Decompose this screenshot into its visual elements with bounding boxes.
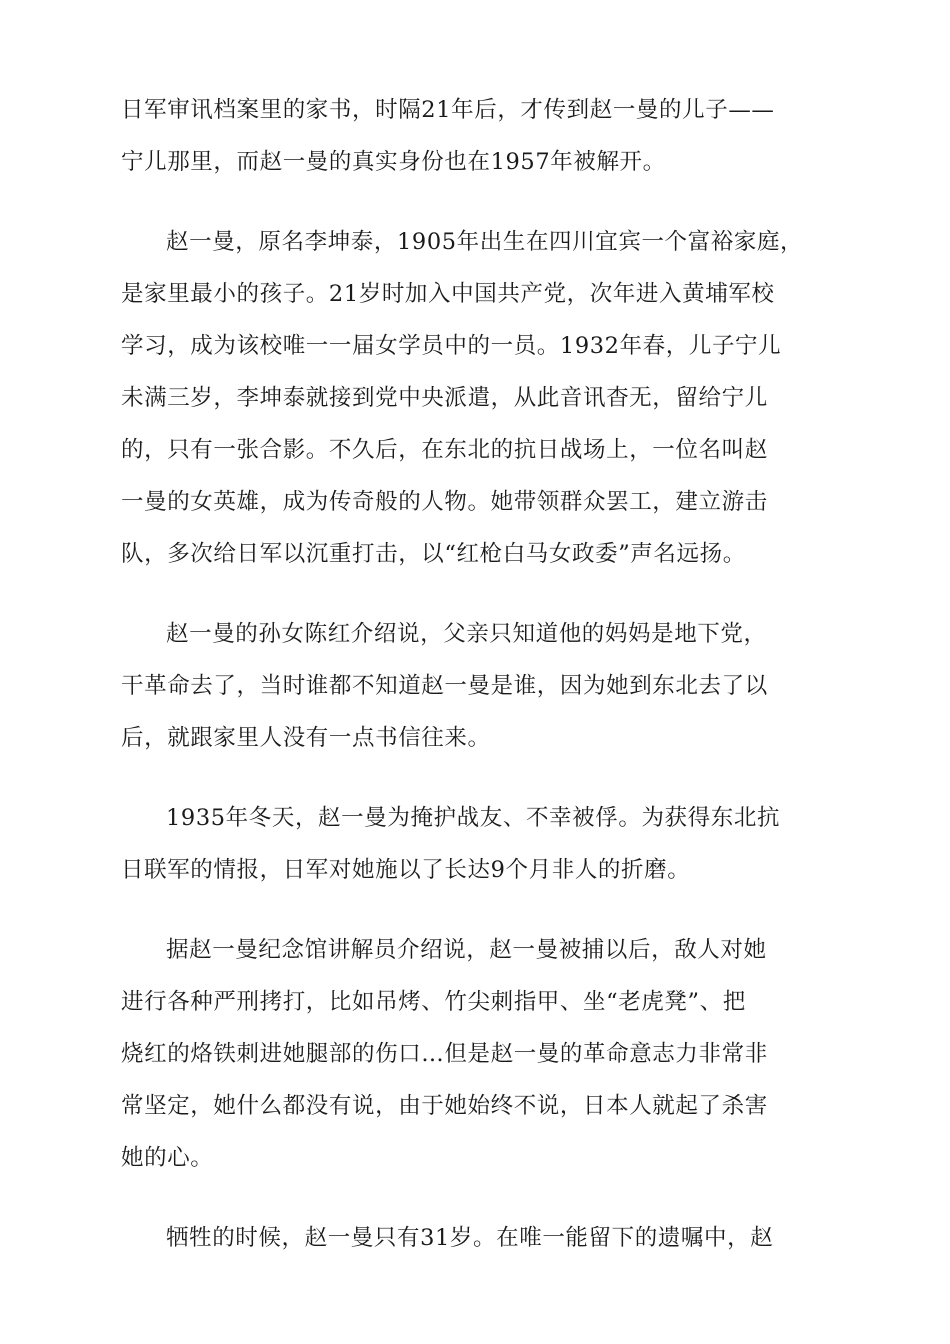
text-line: 日联军的情报，日军对她施以了长达9个月非人的折磨。 <box>121 857 691 883</box>
text-line: 牺牲的时候，赵一曼只有31岁。在唯一能留下的遗嘱中，赵 <box>166 1225 774 1251</box>
text-line: 赵一曼的孙女陈红介绍说，父亲只知道他的妈妈是地下党， <box>166 621 767 647</box>
paragraph-5 <box>121 924 833 1184</box>
text-line: 队，多次给日军以沉重打击，以“红枪白马女政委”声名远扬。 <box>121 541 746 567</box>
paragraph-3 <box>121 608 833 764</box>
paragraph-6 <box>121 1212 833 1264</box>
text-line: 1935年冬天，赵一曼为掩护战友、不幸被俘。为获得东北抗 <box>166 805 781 831</box>
text-line: 常坚定，她什么都没有说，由于她始终不说，日本人就起了杀害 <box>121 1093 768 1119</box>
text-line: 赵一曼，原名李坤泰，1905年出生在四川宜宾一个富裕家庭， <box>166 229 804 255</box>
text-line: 未满三岁，李坤泰就接到党中央派遣，从此音讯杳无，留给宁儿 <box>121 385 768 411</box>
text-line: 宁儿那里，而赵一曼的真实身份也在1957年被解开。 <box>121 149 666 175</box>
text-line: 烧红的烙铁刺进她腿部的伤口…但是赵一曼的革命意志力非常非 <box>121 1041 768 1067</box>
text-line: 一曼的女英雄，成为传奇般的人物。她带领群众罢工，建立游击 <box>121 489 768 515</box>
document-body <box>121 84 833 1264</box>
text-line: 干革命去了，当时谁都不知道赵一曼是谁，因为她到东北去了以 <box>121 673 768 699</box>
text-line: 进行各种严刑拷打，比如吊烤、竹尖刺指甲、坐“老虎凳”、把 <box>121 989 746 1015</box>
text-line: 她的心。 <box>121 1145 214 1171</box>
text-line: 学习，成为该校唯一一届女学员中的一员。1932年春，儿子宁儿 <box>121 333 782 359</box>
paragraph-2 <box>121 216 833 580</box>
paragraph-1 <box>121 84 833 188</box>
text-line: 是家里最小的孩子。21岁时加入中国共产党，次年进入黄埔军校 <box>121 281 775 307</box>
text-line: 后，就跟家里人没有一点书信往来。 <box>121 725 491 751</box>
text-line: 的，只有一张合影。不久后，在东北的抗日战场上，一位名叫赵 <box>121 437 768 463</box>
text-line: 据赵一曼纪念馆讲解员介绍说，赵一曼被捕以后，敌人对她 <box>166 937 767 963</box>
text-line: 日军审讯档案里的家书，时隔21年后，才传到赵一曼的儿子—— <box>121 97 775 123</box>
paragraph-4 <box>121 792 833 896</box>
